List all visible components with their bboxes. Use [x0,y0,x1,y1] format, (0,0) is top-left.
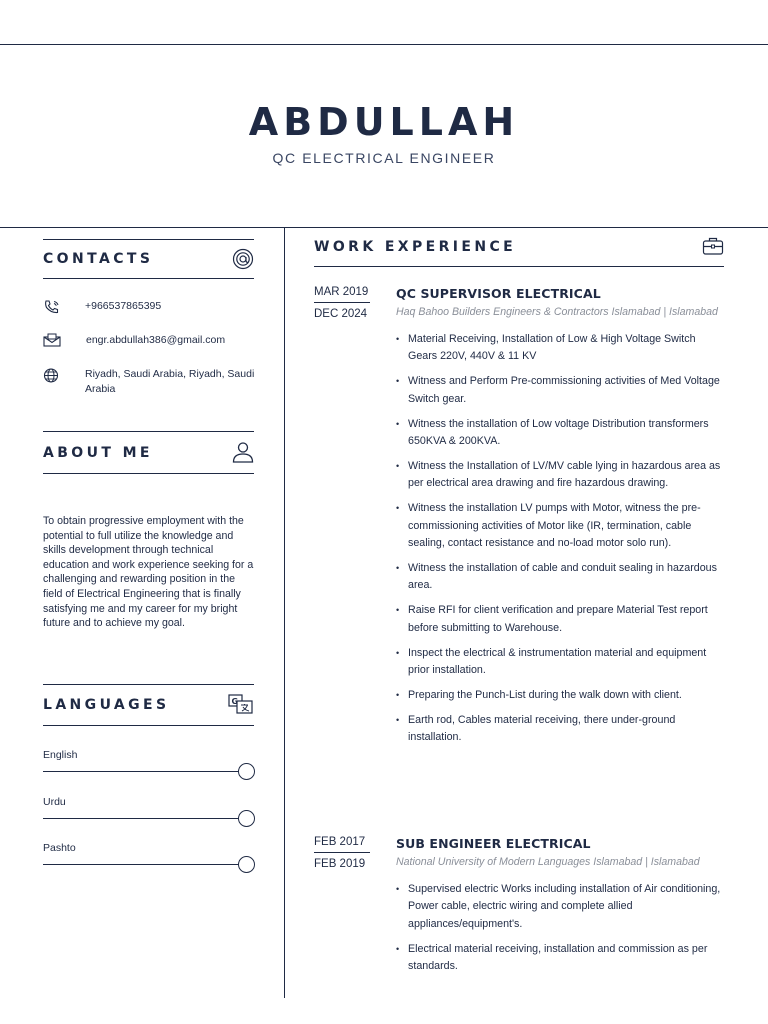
job-end-date: DEC 2024 [314,308,368,320]
about-section-header [43,431,254,474]
globe-icon [43,367,61,383]
contacts-title: CONTACTS [43,251,154,267]
language-level-knob [238,810,255,827]
job-company: Haq Bahoo Builders Engineers & Contractors Islamabad | Islamabad [396,306,718,318]
contacts-section-header [43,239,254,279]
job-bullets [396,881,726,976]
location-text: Riyadh, Saudi Arabia, Riyadh, Saudi Arabia [85,368,255,395]
job-bullet: • Witness the installation LV pumps with Motor, witness the pre-commissioning activities of Motor like (IR, termination, cable sealing, contact resistance and no-load motor solo run). [396,500,726,552]
job-start-date: FEB 2017 [314,836,370,853]
languages-section-header [43,684,254,726]
languages-title: LANGUAGES [43,697,170,713]
language-level-knob [238,856,255,873]
job-start-date: MAR 2019 [314,286,370,303]
language-name: English [43,749,78,761]
phone-icon [43,299,61,315]
about-text: To obtain progressive employment with the potential to full utilize the knowledge and skills development through technical education and work experience seeking for a challenging and rewarding position in the field of Electrical Engineering that is finally satisfying me and my career for my bright future and to achieve my goal. [43,515,254,630]
about-title: ABOUT ME [43,445,153,461]
language-pashto [43,842,255,872]
job-bullet: • Supervised electric Works including installation of Air conditioning, Power cable, electric wiring and complete allied appliances/equipment's. [396,881,726,933]
work-experience-header [314,228,724,267]
svg-text:G: G [231,697,239,706]
column-divider [284,228,285,998]
phone-number[interactable]: +966537865395 [85,300,162,312]
briefcase-icon [702,236,724,256]
language-level-knob [238,763,255,780]
language-name: Urdu [43,796,66,808]
language-name: Pashto [43,842,76,854]
job-company: National University of Modern Languages Islamabad | Islamabad [396,856,700,868]
job-bullet: • Witness the Installation of LV/MV cable lying in hazardous area as per electrical area drawing and fire hazardous drawing. [396,458,726,493]
job-bullet: • Inspect the electrical & instrumentation material and equipment prior installation. [396,645,726,680]
candidate-role: QC ELECTRICAL ENGINEER [272,150,496,166]
job-bullet: • Material Receiving, Installation of Low & High Voltage Switch Gears 220V, 440V & 11 KV [396,331,726,366]
job-bullet: • Preparing the Punch-List during the walk down with client. [396,687,726,704]
job-title: SUB ENGINEER ELECTRICAL [396,836,591,851]
language-english [43,749,255,779]
language-level-track [43,771,245,772]
job-dates [314,286,370,320]
job-bullet: • Electrical material receiving, installation and commission as per standards. [396,941,726,976]
job-bullet: • Witness and Perform Pre-commissioning activities of Med Voltage Switch gear. [396,373,726,408]
job-title: QC SUPERVISOR ELECTRICAL [396,286,601,301]
email-address[interactable]: engr.abdullah386@gmail.com [86,334,226,346]
job-end-date: FEB 2019 [314,858,366,870]
work-experience-title: WORK EXPERIENCE [314,239,517,255]
candidate-name: ABDULLAH [248,100,520,144]
job-bullet: • Witness the installation of cable and conduit sealing in hazardous area. [396,560,726,595]
translate-icon [228,694,254,716]
job-body [396,286,726,754]
top-divider [0,44,768,45]
language-urdu [43,796,255,826]
job-dates [314,836,370,870]
at-sign-icon [232,248,254,270]
job-bullet: • Raise RFI for client verification and prepare Material Test report before submitting to Warehouse. [396,602,726,637]
job-bullets [396,331,726,747]
language-level-track [43,818,245,819]
envelope-icon [43,333,61,349]
language-level-track [43,864,245,865]
job-bullet: • Witness the installation of Low voltage Distribution transformers 650KVA & 200KVA. [396,416,726,451]
job-bullet: • Earth rod, Cables material receiving, there under-ground installation. [396,712,726,747]
person-icon [232,441,254,463]
job-body [396,836,726,983]
